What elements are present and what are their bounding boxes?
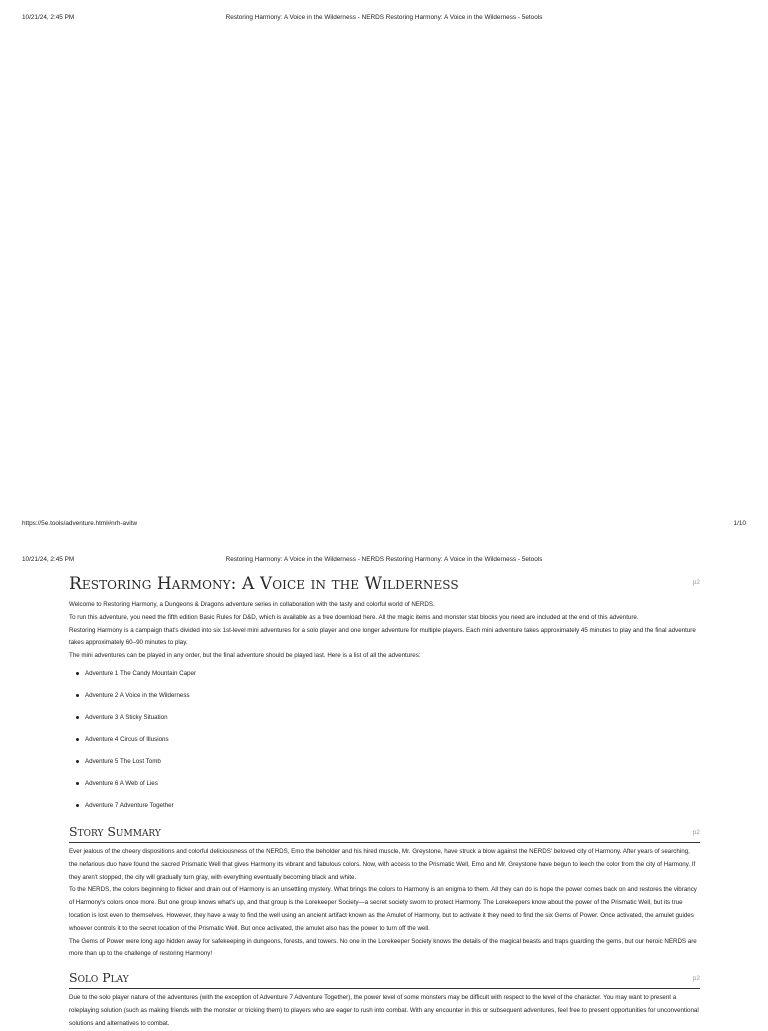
intro-paragraph: To run this adventure, you need the fifth edition Basic Rules for D&D, which is available as a free download here. All the magic items and monster stat blocks you need are included at the end of this adventure.: [69, 613, 639, 621]
intro-paragraph: Restoring Harmony is a campaign that's divided into six 1st-level mini adventures for a solo player and one longer adventure for multiple players. Each mini adventure takes approximately 45 minutes to play and the final adventure takes approximately 60–90 minutes to play.: [69, 626, 696, 647]
intro-paragraph: The mini adventures can be played in any order, but the final adventure should be played last. Here is a list of all the adventures:: [69, 652, 421, 660]
adventure-list-item[interactable]: Adventure 4 Circus of Illusions: [85, 729, 700, 751]
footer-page-number: 1/10: [733, 520, 746, 527]
solo-play-heading-row: [69, 969, 700, 989]
story-summary-heading: Story Summary: [69, 823, 161, 839]
story-summary-paragraph: The Gems of Power were long ago hidden away for safekeeping in dungeons, forests, and towers. No one in the Lorekeeper Society knows the details of the magical beasts and traps guarding the gems, but our heroic NERDS are more than up to the challenge of restoring Harmony!: [69, 937, 697, 958]
header-title: Restoring Harmony: A Voice in the Wilderness - NERDS Restoring Harmony: A Voice in the Wilderness - 5etools: [225, 14, 543, 21]
header-title: Restoring Harmony: A Voice in the Wilderness - NERDS Restoring Harmony: A Voice in the Wilderness - 5etools: [225, 556, 543, 563]
adventure-list-item[interactable]: Adventure 3 A Sticky Situation: [85, 707, 700, 729]
source-page-ref[interactable]: p2: [692, 579, 700, 586]
story-summary-paragraph: To the NERDS, the colors beginning to flicker and drain out of Harmony is an unsettling mystery. What brings the colors to Harmony is an enigma to them. All they can do is hope the power comes back on and restores the vibrancy of Harmony's colors once more. But one group knows what's up, and that group is the Lorekeeper Society—a secret society sworn to protect Harmony. The Lorekeepers know about the power of the Prismatic Well, but its true location is lost even to themselves. However, they have a way to find the well using an ancient artifact known as the Amulet of Harmony, but to activate it they need to find the six Gems of Power. Once activated, the amulet guides whoever controls it to the secret location of the Prismatic Well. But once activated, the amulet also has the power to turn off the well.: [69, 886, 697, 932]
solo-play-paragraph: Due to the solo player nature of the adventures (with the exception of Adventure 7 Adventure Together), the power level of some monsters may be difficult with respect to the level of the character. You may want to present a roleplaying solution (such as making friends with the monster or tricking them) to players who are eager to rush into combat. With any encounter in this or subsequent adventures, feel free to present opportunities for unconventional solutions and alternatives to combat.: [69, 994, 699, 1027]
adventure-list-item[interactable]: Adventure 6 A Web of Lies: [85, 773, 700, 795]
article-title: Restoring Harmony: A Voice in the Wilderness: [69, 574, 459, 594]
adventure-list-item[interactable]: Adventure 7 Adventure Together: [85, 795, 700, 817]
solo-play-heading: Solo Play: [69, 970, 129, 986]
header-date: 10/21/24, 2:45 PM: [22, 556, 75, 563]
intro-paragraph: Welcome to Restoring Harmony, a Dungeons & Dragons adventure series in collaboration with the tasty and colorful world of NERDS.: [69, 601, 435, 608]
article: [69, 573, 700, 1031]
story-summary-heading-row: [69, 823, 700, 843]
source-page-ref[interactable]: p2: [692, 975, 700, 983]
adventure-list-item[interactable]: Adventure 2 A Voice in the Wilderness: [85, 685, 700, 707]
footer-url[interactable]: https://5e.tools/adventure.html#nrh-avitw: [22, 520, 138, 527]
source-page-ref[interactable]: p2: [692, 828, 700, 836]
header-date: 10/21/24, 2:45 PM: [22, 14, 75, 21]
article-title-row: [69, 573, 700, 597]
adventure-list-item[interactable]: Adventure 5 The Lost Tomb: [85, 751, 700, 773]
adventure-list-item[interactable]: Adventure 1 The Candy Mountain Caper: [85, 663, 700, 685]
adventure-list: [69, 663, 700, 817]
story-summary-paragraph: Ever jealous of the cheery dispositions and colorful deliciousness of the NERDS, Emo the beholder and his hired muscle, Mr. Greystone, have struck a blow against the NERDS' beloved city of Harmony. After years of searching, the nefarious duo have found the sacred Prismatic Well that gives Harmony its vibrant and fabulous colors. Now, with access to the Prismatic Well, Emo and Mr. Greystone have begun to leech the color from the city of Harmony. If they aren't stopped, the city will gradually turn gray, with everything eventually becoming black and white.: [69, 847, 696, 881]
